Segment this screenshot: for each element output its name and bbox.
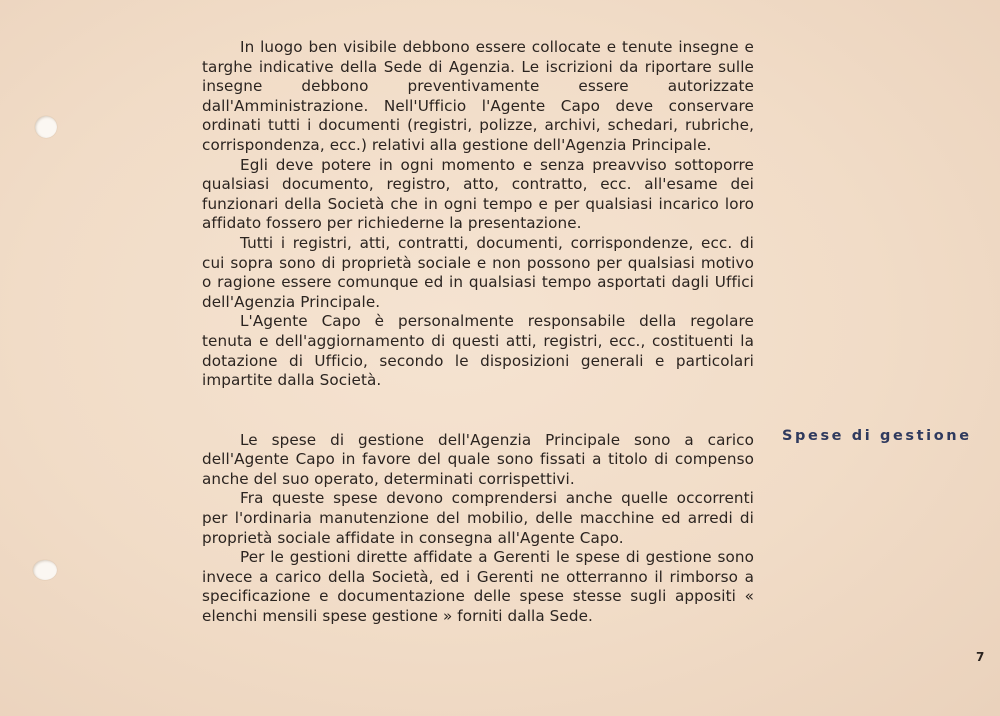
paragraph: Fra queste spese devono comprendersi anche quelle occorrenti per l'ordinaria manutenzione del mobilio, delle macchine ed arredi di proprietà sociale affidate in consegna all'Agente Capo. [202, 489, 754, 547]
paragraph: L'Agente Capo è personalmente responsabile della regolare tenuta e dell'aggiornamento di questi atti, registri, ecc., costituenti la dotazione di Ufficio, secondo le disposizioni generali e particolari impartite dalla Società. [202, 312, 754, 390]
body-text [202, 38, 754, 627]
paragraph: Egli deve potere in ogni momento e senza preavviso sottoporre qualsiasi documento, registro, atto, contratto, ecc. all'esame dei funzionari della Società che in ogni tempo e per qualsiasi incarico loro affidato fossero per richiederne la presentazione. [202, 155, 754, 233]
section-heading-spese-di-gestione: Spese di gestione [782, 428, 972, 444]
paragraph: Per le gestioni dirette affidate a Gerenti le spese di gestione sono invece a carico della Società, ed i Gerenti ne otterranno il rimborso a specificazione e documentazione delle spese stesse sugli appositi « elenchi mensili spese gestione » forniti dalla Sede. [202, 548, 754, 626]
page-number: 7 [976, 650, 985, 664]
paragraph: Le spese di gestione dell'Agenzia Principale sono a carico dell'Agente Capo in favore del quale sono fissati a titolo di compenso anche del suo operato, determinati corrispettivi. [202, 430, 754, 488]
punch-hole-top [35, 116, 57, 138]
punch-hole-bottom [33, 560, 57, 580]
paragraph: Tutti i registri, atti, contratti, documenti, corrispondenze, ecc. di cui sopra sono di proprietà sociale e non possono per qualsiasi motivo o ragione essere comunque ed in qualsiasi tempo asportati dagli Uffici dell'Agenzia Principale. [202, 233, 754, 311]
paragraph: In luogo ben visibile debbono essere collocate e tenute insegne e targhe indicative della Sede di Agenzia. Le iscrizioni da riportare sulle insegne debbono preventivamente essere autorizzate dall'Amministrazione. Nell'Ufficio l'Agente Capo deve conservare ordinati tutti i documenti (registri, polizze, archivi, schedari, rubriche, corrispondenza, ecc.) relativi alla gestione dell'Agenzia Principale. [202, 38, 754, 154]
section-divider-space [202, 391, 754, 431]
